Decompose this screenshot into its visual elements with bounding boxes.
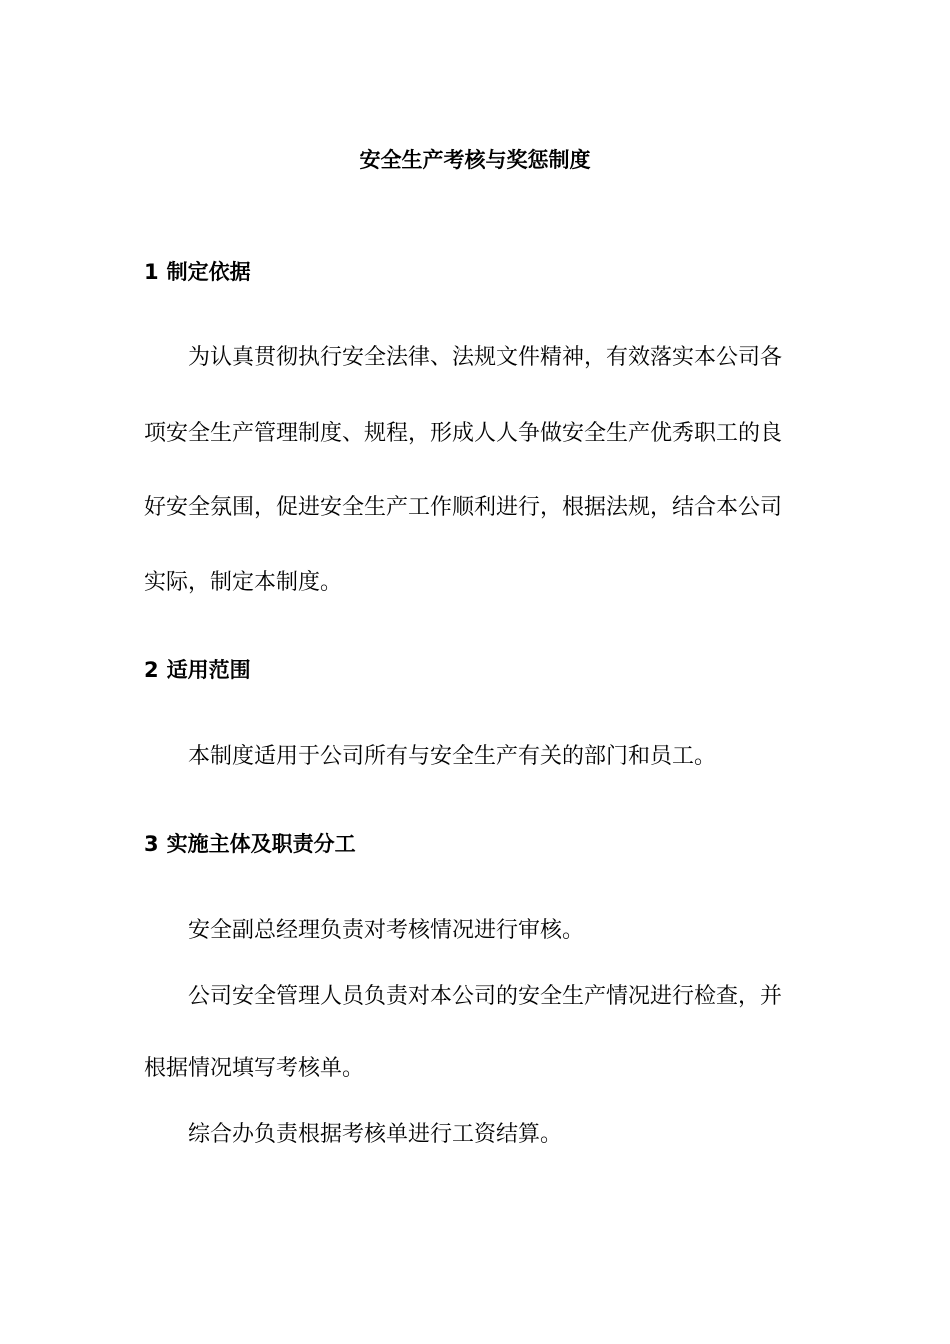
paragraph-line: 实际，制定本制度。: [144, 570, 343, 595]
paragraph-line: 项安全生产管理制度、规程，形成人人争做安全生产优秀职工的良: [144, 421, 783, 446]
section-number: 1: [144, 260, 159, 284]
paragraph-line: 本制度适用于公司所有与安全生产有关的部门和员工。: [188, 744, 717, 769]
paragraph-line: 好安全氛围，促进安全生产工作顺利进行，根据法规，结合本公司: [144, 495, 783, 520]
paragraph-line: 综合办负责根据考核单进行工资结算。: [188, 1122, 563, 1147]
section-heading-1: [144, 258, 251, 286]
paragraph-line: 为认真贯彻执行安全法律、法规文件精神，有效落实本公司各: [188, 345, 783, 370]
paragraph-line: 安全副总经理负责对考核情况进行审核。: [188, 918, 585, 943]
section-number: 3: [144, 832, 159, 856]
section-heading-text: 适用范围: [166, 658, 251, 682]
section-heading-3: [144, 830, 356, 858]
section-heading-text: 制定依据: [166, 260, 251, 284]
section-heading-2: [144, 656, 251, 684]
paragraph-line: 公司安全管理人员负责对本公司的安全生产情况进行检查，并: [188, 984, 783, 1009]
section-number: 2: [144, 658, 159, 682]
section-heading-text: 实施主体及职责分工: [166, 832, 356, 856]
document-title: 安全生产考核与奖惩制度: [359, 148, 591, 172]
paragraph-line: 根据情况填写考核单。: [144, 1056, 365, 1081]
